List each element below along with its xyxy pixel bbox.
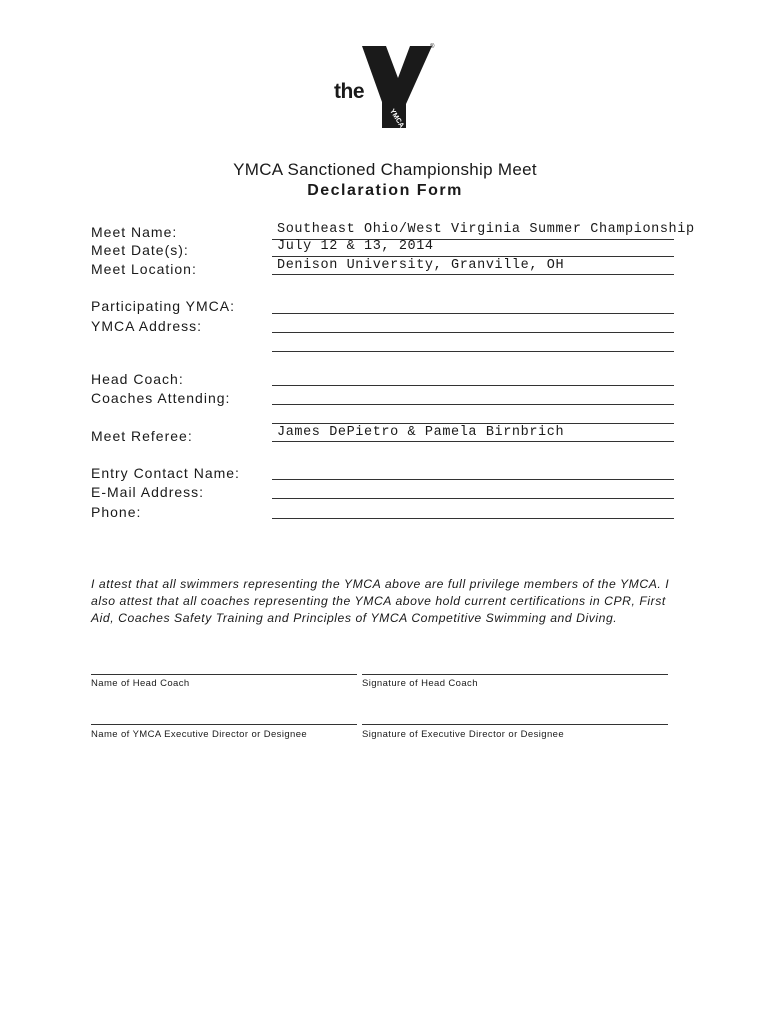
director-signature-line[interactable] <box>362 724 668 725</box>
ymca-logo <box>332 42 442 132</box>
head-coach-name-label: Name of Head Coach <box>91 678 190 689</box>
meet-dates-line[interactable] <box>272 256 674 257</box>
meet-dates-value: July 12 & 13, 2014 <box>277 239 434 254</box>
meet-name-value: Southeast Ohio/West Virginia Summer Championship <box>277 222 695 237</box>
coaches-attending-line-2[interactable] <box>272 423 674 424</box>
coaches-attending-line-1[interactable] <box>272 404 674 405</box>
ymca-address-label: YMCA Address: <box>91 318 203 334</box>
meet-referee-value: James DePietro & Pamela Birnbrich <box>277 425 565 440</box>
email-line[interactable] <box>272 498 674 499</box>
coaches-attending-label: Coaches Attending: <box>91 390 231 406</box>
meet-dates-label: Meet Date(s): <box>91 242 189 258</box>
logo-letters: YMCA <box>388 108 405 130</box>
form-title: YMCA Sanctioned Championship Meet <box>233 160 537 179</box>
registered-mark: ® <box>430 44 435 50</box>
form-subtitle: Declaration Form <box>307 182 463 199</box>
entry-contact-label: Entry Contact Name: <box>91 465 240 481</box>
head-coach-line[interactable] <box>272 385 674 386</box>
ymca-address-line-1[interactable] <box>272 332 674 333</box>
meet-location-label: Meet Location: <box>91 261 197 277</box>
entry-contact-line[interactable] <box>272 479 674 480</box>
meet-referee-label: Meet Referee: <box>91 428 193 444</box>
director-name-label: Name of YMCA Executive Director or Designee <box>91 729 308 740</box>
meet-name-label: Meet Name: <box>91 224 178 240</box>
phone-label: Phone: <box>91 504 142 520</box>
head-coach-signature-line[interactable] <box>362 674 668 675</box>
participating-ymca-line[interactable] <box>272 313 674 314</box>
director-name-line[interactable] <box>91 724 357 725</box>
email-label: E-Mail Address: <box>91 484 205 500</box>
participating-ymca-label: Participating YMCA: <box>91 298 236 314</box>
logo-word: the <box>334 80 364 103</box>
head-coach-label: Head Coach: <box>91 371 184 387</box>
meet-referee-line[interactable] <box>272 441 674 442</box>
head-coach-signature-label: Signature of Head Coach <box>362 678 478 689</box>
head-coach-name-line[interactable] <box>91 674 357 675</box>
attestation-text: I attest that all swimmers representing the YMCA above are full privilege members of the YMCA. I also attest that all coaches representing the YMCA above hold current certifications in CPR, First Aid, Coaches Safety Training and Principles of YMCA Competitive Swimming and Diving. <box>91 577 670 625</box>
director-signature-label: Signature of Executive Director or Designee <box>362 729 565 740</box>
meet-location-value: Denison University, Granville, OH <box>277 258 565 273</box>
meet-location-line[interactable] <box>272 274 674 275</box>
phone-line[interactable] <box>272 518 674 519</box>
ymca-address-line-2[interactable] <box>272 351 674 352</box>
